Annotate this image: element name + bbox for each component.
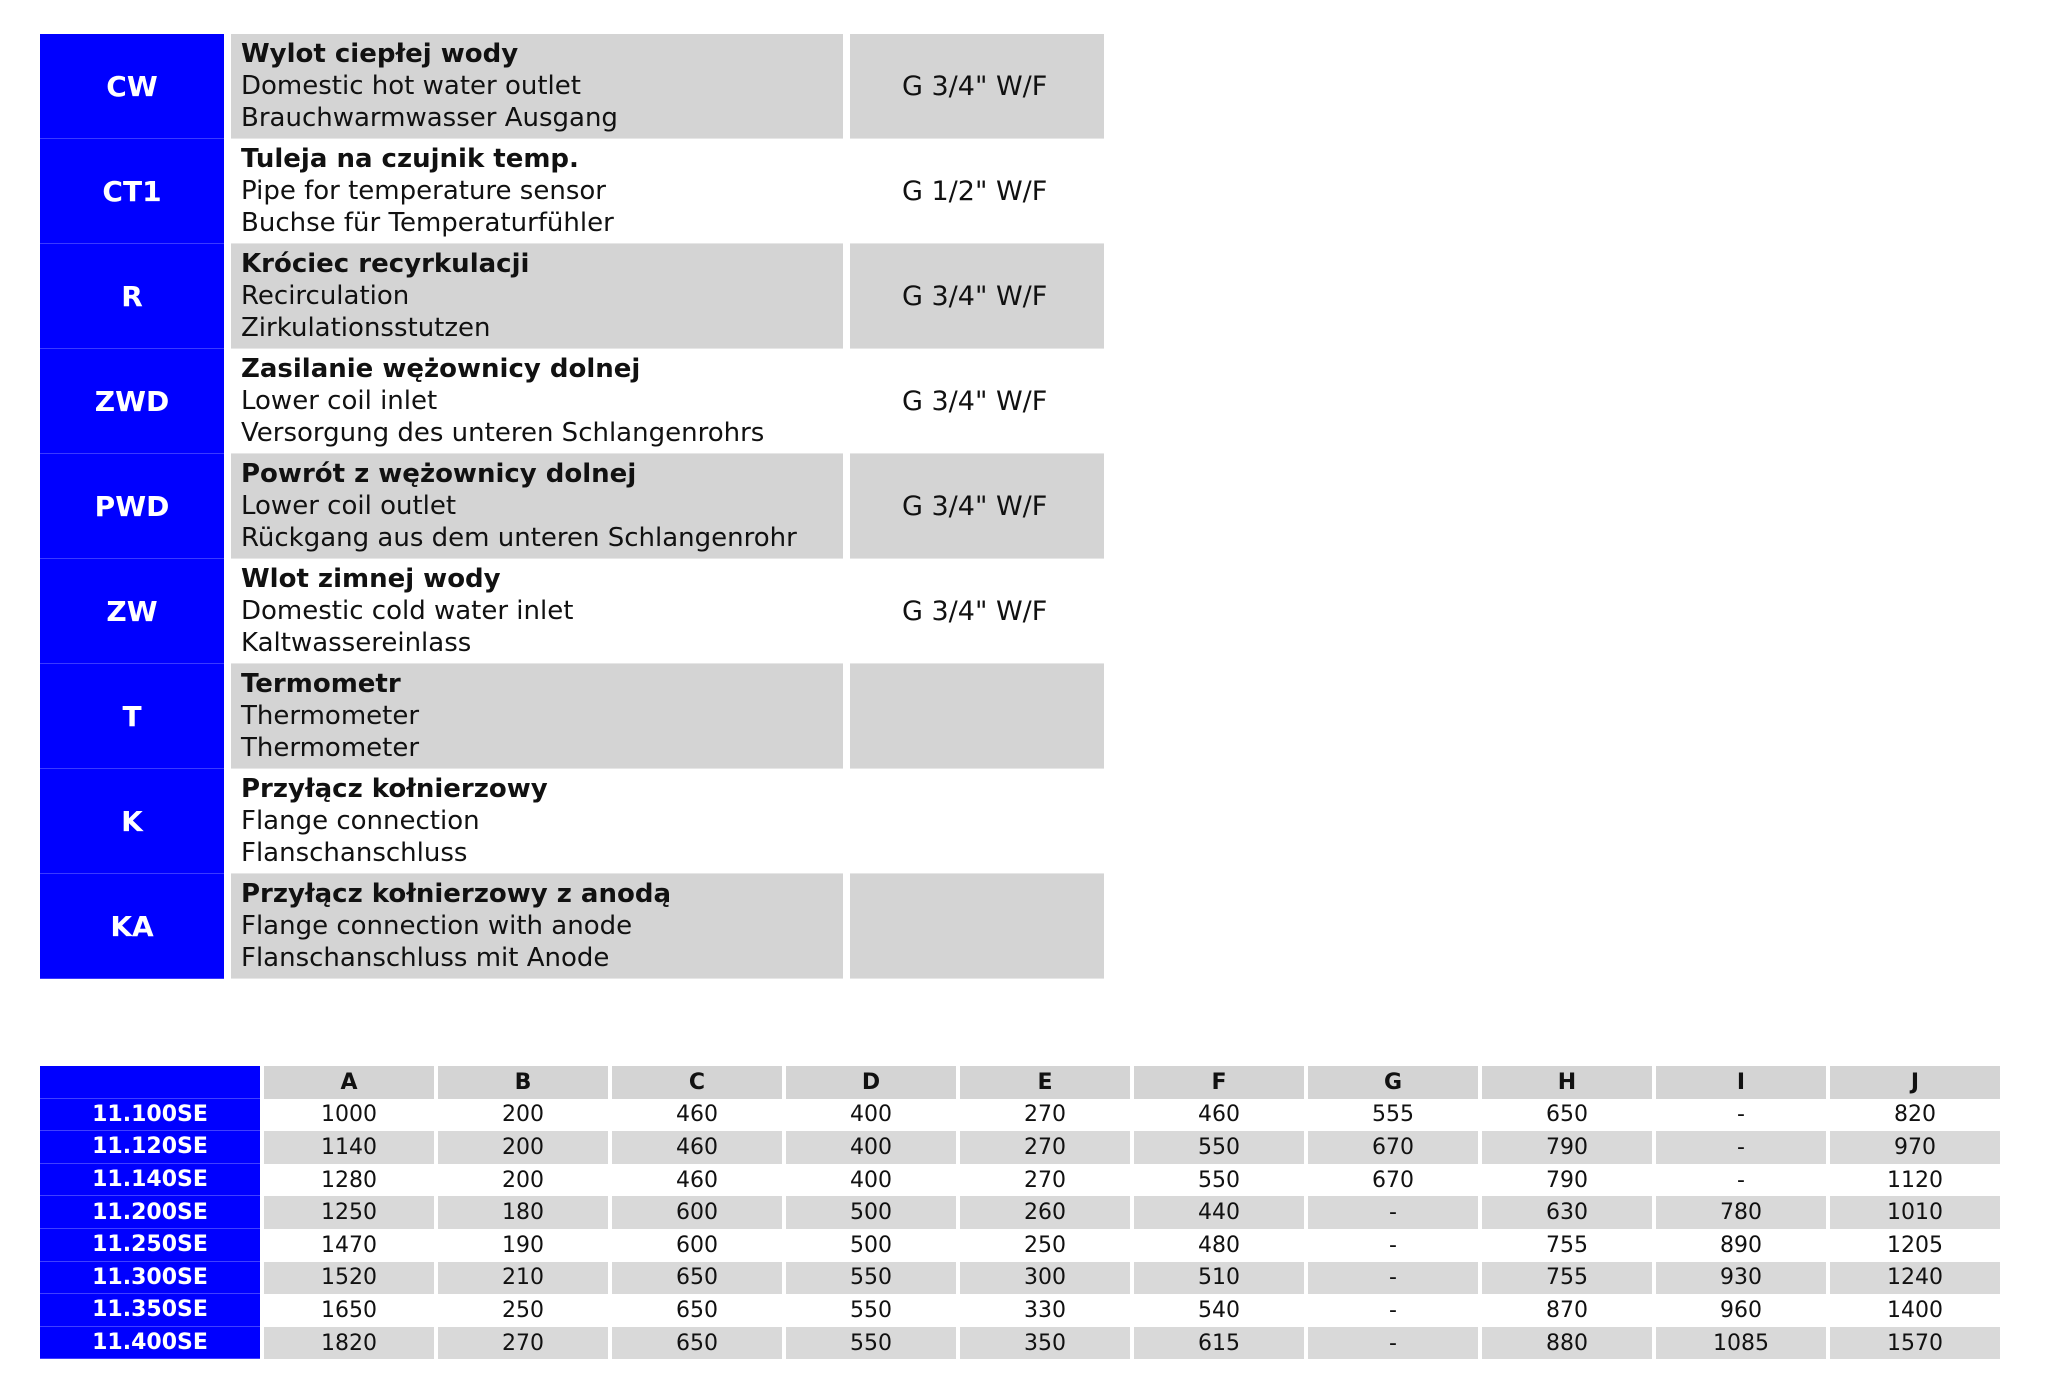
value-cell: 500 — [786, 1196, 956, 1229]
value-cell: 755 — [1482, 1262, 1652, 1295]
connection-code: CT1 — [40, 139, 224, 244]
connection-description — [231, 664, 843, 769]
connection-row-ct1 — [40, 139, 1104, 244]
table-row — [40, 1164, 2004, 1197]
value-cell: 200 — [438, 1131, 608, 1164]
connection-description — [231, 244, 843, 349]
connection-description — [231, 769, 843, 874]
connection-row-t — [40, 664, 1104, 769]
description-english: Flange connection with anode — [241, 911, 633, 941]
description-english: Domestic cold water inlet — [241, 596, 574, 626]
value-cell: 1010 — [1830, 1196, 2000, 1229]
column-header: C — [612, 1066, 782, 1099]
column-header: F — [1134, 1066, 1304, 1099]
value-cell: 1240 — [1830, 1262, 2000, 1295]
value-cell: 260 — [960, 1196, 1130, 1229]
value-cell: 790 — [1482, 1131, 1652, 1164]
connection-description — [231, 349, 843, 454]
value-cell: 460 — [612, 1099, 782, 1132]
column-header: H — [1482, 1066, 1652, 1099]
value-cell: 550 — [1134, 1131, 1304, 1164]
model-cell: 11.400SE — [40, 1327, 260, 1360]
value-cell: 460 — [1134, 1099, 1304, 1132]
model-cell: 11.140SE — [40, 1164, 260, 1197]
description-german: Zirkulationsstutzen — [241, 313, 491, 343]
table-row — [40, 1294, 2004, 1327]
value-cell: 540 — [1134, 1294, 1304, 1327]
value-cell: 210 — [438, 1262, 608, 1295]
connection-code: K — [40, 769, 224, 874]
value-cell: - — [1308, 1196, 1478, 1229]
description-polish: Wlot zimnej wody — [241, 564, 501, 594]
connections-table — [40, 34, 1104, 979]
value-cell: 890 — [1656, 1229, 1826, 1262]
column-header: A — [264, 1066, 434, 1099]
value-cell: 550 — [786, 1294, 956, 1327]
value-cell: 1400 — [1830, 1294, 2000, 1327]
value-cell: 650 — [612, 1294, 782, 1327]
value-cell: 1000 — [264, 1099, 434, 1132]
value-cell: 1820 — [264, 1327, 434, 1360]
description-english: Domestic hot water outlet — [241, 71, 581, 101]
value-cell: 600 — [612, 1229, 782, 1262]
connection-row-cw — [40, 34, 1104, 139]
connection-size — [850, 769, 1104, 874]
description-polish: Przyłącz kołnierzowy — [241, 774, 548, 804]
value-cell: 960 — [1656, 1294, 1826, 1327]
value-cell: 1140 — [264, 1131, 434, 1164]
value-cell: 1120 — [1830, 1164, 2000, 1197]
value-cell: - — [1656, 1131, 1826, 1164]
value-cell: 1205 — [1830, 1229, 2000, 1262]
description-english: Lower coil outlet — [241, 491, 457, 521]
description-english: Pipe for temperature sensor — [241, 176, 606, 206]
value-cell: 250 — [960, 1229, 1130, 1262]
connection-size — [850, 664, 1104, 769]
value-cell: - — [1656, 1099, 1826, 1132]
value-cell: 780 — [1656, 1196, 1826, 1229]
value-cell: 270 — [960, 1099, 1130, 1132]
dimensions-table — [40, 1066, 2004, 1359]
table-row — [40, 1196, 2004, 1229]
value-cell: 670 — [1308, 1131, 1478, 1164]
value-cell: 550 — [786, 1262, 956, 1295]
value-cell: 1250 — [264, 1196, 434, 1229]
description-german: Rückgang aus dem unteren Schlangenrohr — [241, 523, 797, 553]
value-cell: 190 — [438, 1229, 608, 1262]
connection-size: G 1/2" W/F — [850, 139, 1104, 244]
connection-description — [231, 139, 843, 244]
model-cell: 11.300SE — [40, 1262, 260, 1295]
value-cell: 180 — [438, 1196, 608, 1229]
table-row — [40, 1099, 2004, 1132]
value-cell: 300 — [960, 1262, 1130, 1295]
model-cell: 11.350SE — [40, 1294, 260, 1327]
model-cell: 11.250SE — [40, 1229, 260, 1262]
connection-size: G 3/4" W/F — [850, 454, 1104, 559]
value-cell: 200 — [438, 1099, 608, 1132]
dimensions-header-row — [40, 1066, 2004, 1099]
description-german: Flanschanschluss — [241, 838, 468, 868]
value-cell: 200 — [438, 1164, 608, 1197]
description-german: Kaltwassereinlass — [241, 628, 472, 658]
description-german: Buchse für Temperaturfühler — [241, 208, 614, 238]
value-cell: 970 — [1830, 1131, 2000, 1164]
value-cell: 1520 — [264, 1262, 434, 1295]
connection-row-zwd — [40, 349, 1104, 454]
description-english: Flange connection — [241, 806, 480, 836]
value-cell: 930 — [1656, 1262, 1826, 1295]
description-polish: Zasilanie wężownicy dolnej — [241, 354, 641, 384]
connection-row-k — [40, 769, 1104, 874]
value-cell: 400 — [786, 1131, 956, 1164]
value-cell: 1650 — [264, 1294, 434, 1327]
column-header: G — [1308, 1066, 1478, 1099]
column-header: D — [786, 1066, 956, 1099]
value-cell: 500 — [786, 1229, 956, 1262]
value-cell: 400 — [786, 1164, 956, 1197]
description-polish: Powrót z wężownicy dolnej — [241, 459, 637, 489]
table-row — [40, 1262, 2004, 1295]
model-cell: 11.100SE — [40, 1099, 260, 1132]
value-cell: 1085 — [1656, 1327, 1826, 1360]
description-polish: Króciec recyrkulacji — [241, 249, 530, 279]
value-cell: 650 — [1482, 1099, 1652, 1132]
column-header: E — [960, 1066, 1130, 1099]
connection-code: PWD — [40, 454, 224, 559]
value-cell: 440 — [1134, 1196, 1304, 1229]
connection-size: G 3/4" W/F — [850, 559, 1104, 664]
value-cell: 400 — [786, 1099, 956, 1132]
value-cell: - — [1308, 1229, 1478, 1262]
connection-row-r — [40, 244, 1104, 349]
column-header: B — [438, 1066, 608, 1099]
value-cell: 270 — [438, 1327, 608, 1360]
description-english: Lower coil inlet — [241, 386, 438, 416]
connection-size: G 3/4" W/F — [850, 244, 1104, 349]
column-header: J — [1830, 1066, 2000, 1099]
value-cell: - — [1308, 1262, 1478, 1295]
connection-description — [231, 559, 843, 664]
connection-code: T — [40, 664, 224, 769]
model-cell: 11.120SE — [40, 1131, 260, 1164]
description-english: Thermometer — [241, 701, 420, 731]
connection-description — [231, 454, 843, 559]
description-german: Thermometer — [241, 733, 420, 763]
description-polish: Wylot ciepłej wody — [241, 39, 519, 69]
value-cell: 650 — [612, 1327, 782, 1360]
value-cell: 650 — [612, 1262, 782, 1295]
connection-row-zw — [40, 559, 1104, 664]
value-cell: 630 — [1482, 1196, 1652, 1229]
value-cell: 615 — [1134, 1327, 1304, 1360]
connection-size: G 3/4" W/F — [850, 34, 1104, 139]
value-cell: 755 — [1482, 1229, 1652, 1262]
value-cell: - — [1308, 1294, 1478, 1327]
description-polish: Termometr — [241, 669, 401, 699]
description-polish: Tuleja na czujnik temp. — [241, 144, 579, 174]
value-cell: 880 — [1482, 1327, 1652, 1360]
value-cell: 460 — [612, 1131, 782, 1164]
value-cell: 820 — [1830, 1099, 2000, 1132]
model-cell: 11.200SE — [40, 1196, 260, 1229]
connection-code: ZWD — [40, 349, 224, 454]
table-row — [40, 1229, 2004, 1262]
value-cell: 870 — [1482, 1294, 1652, 1327]
value-cell: 1470 — [264, 1229, 434, 1262]
connection-row-pwd — [40, 454, 1104, 559]
connection-code: ZW — [40, 559, 224, 664]
value-cell: 670 — [1308, 1164, 1478, 1197]
description-german: Brauchwarmwasser Ausgang — [241, 103, 618, 133]
value-cell: 510 — [1134, 1262, 1304, 1295]
connection-code: CW — [40, 34, 224, 139]
description-polish: Przyłącz kołnierzowy z anodą — [241, 879, 672, 909]
value-cell: 1280 — [264, 1164, 434, 1197]
value-cell: 600 — [612, 1196, 782, 1229]
value-cell: 250 — [438, 1294, 608, 1327]
value-cell: 480 — [1134, 1229, 1304, 1262]
value-cell: - — [1656, 1164, 1826, 1197]
value-cell: 550 — [786, 1327, 956, 1360]
column-header: I — [1656, 1066, 1826, 1099]
connection-row-ka — [40, 874, 1104, 979]
value-cell: 790 — [1482, 1164, 1652, 1197]
model-header-cell — [40, 1066, 260, 1099]
description-german: Versorgung des unteren Schlangenrohrs — [241, 418, 765, 448]
connection-size: G 3/4" W/F — [850, 349, 1104, 454]
connection-description — [231, 34, 843, 139]
table-row — [40, 1327, 2004, 1360]
description-german: Flanschanschluss mit Anode — [241, 943, 610, 973]
connection-description — [231, 874, 843, 979]
connection-size — [850, 874, 1104, 979]
value-cell: 270 — [960, 1131, 1130, 1164]
value-cell: - — [1308, 1327, 1478, 1360]
value-cell: 555 — [1308, 1099, 1478, 1132]
connection-code: KA — [40, 874, 224, 979]
description-english: Recirculation — [241, 281, 410, 311]
table-row — [40, 1131, 2004, 1164]
connection-code: R — [40, 244, 224, 349]
value-cell: 1570 — [1830, 1327, 2000, 1360]
value-cell: 460 — [612, 1164, 782, 1197]
value-cell: 550 — [1134, 1164, 1304, 1197]
value-cell: 350 — [960, 1327, 1130, 1360]
value-cell: 330 — [960, 1294, 1130, 1327]
value-cell: 270 — [960, 1164, 1130, 1197]
